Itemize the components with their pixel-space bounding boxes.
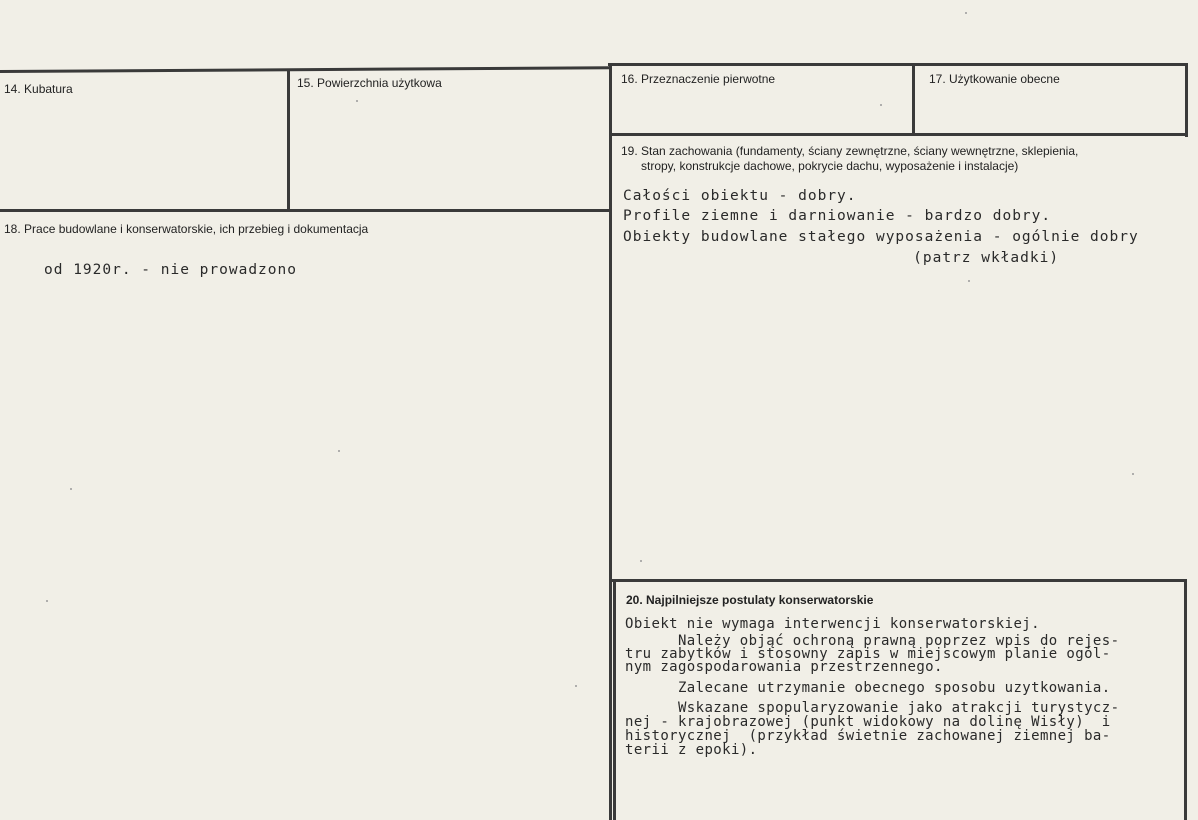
- field-19-line: Profile ziemne i darniowanie - bardzo dobry.: [623, 208, 1052, 224]
- right-edge-upper: [1185, 63, 1188, 137]
- paper-speck: [338, 450, 340, 452]
- field-18-text: od 1920r. - nie prowadzono: [44, 262, 297, 278]
- field-20-line: tru zabytków i stosowny zapis w miejscowym planie ogól-: [625, 646, 1111, 662]
- field-20-line: Obiekt nie wymaga interwencji konserwatorskiej.: [625, 616, 1040, 632]
- rule-above-20: [612, 579, 1185, 582]
- rule-under-16-17: [610, 133, 1188, 136]
- field-20-line: nej - krajobrazowej (punkt widokowy na dolinę Wisły) i: [625, 714, 1111, 730]
- divider-20-left: [613, 579, 616, 820]
- field-17-label: 17. Użytkowanie obecne: [929, 72, 1060, 86]
- paper-speck: [575, 685, 577, 687]
- field-19-label-line2: stropy, konstrukcje dachowe, pokrycie dachu, wyposażenie i instalacje): [641, 159, 1019, 173]
- right-edge-lower: [1184, 579, 1187, 820]
- field-19-line: Całości obiektu - dobry.: [623, 188, 857, 204]
- field-20-line: nym zagospodarowania przestrzennego.: [625, 659, 943, 675]
- field-20-line: Wskazane spopularyzowanie jako atrakcji turystycz-: [625, 700, 1120, 716]
- field-19-line: Obiekty budowlane stałego wyposażenia - ogólnie dobry: [623, 229, 1139, 245]
- field-20-line: terii z epoki).: [625, 742, 758, 758]
- field-16-label: 16. Przeznaczenie pierwotne: [621, 72, 776, 86]
- field-20-line: Należy objąć ochroną prawną poprzez wpis do rejes-: [625, 633, 1120, 649]
- paper-speck: [640, 560, 642, 562]
- field-14-label: 14. Kubatura: [4, 82, 73, 96]
- field-18-label: 18. Prace budowlane i konserwatorskie, ich przebieg i dokumentacja: [4, 222, 369, 236]
- field-15-label: 15. Powierzchnia użytkowa: [297, 76, 442, 90]
- top-rule: [0, 66, 610, 73]
- field-19-label-line1: 19. Stan zachowania (fundamenty, ściany zewnętrzne, ściany wewnętrzne, sklepienia,: [621, 144, 1079, 158]
- field-20-line: historycznej (przykład świetnie zachowanej ziemnej ba-: [625, 728, 1111, 744]
- paper-speck: [1132, 473, 1134, 475]
- paper-speck: [968, 280, 970, 282]
- paper-speck: [880, 104, 882, 106]
- paper-speck: [965, 12, 967, 14]
- divider-14-15: [287, 70, 290, 212]
- paper-speck: [46, 600, 48, 602]
- paper-speck: [70, 488, 72, 490]
- field-20-line: Zalecane utrzymanie obecnego sposobu uzytkowania.: [625, 680, 1111, 696]
- divider-16-17: [912, 63, 915, 135]
- rule-under-14-15: [0, 209, 612, 212]
- top-rule-right: [608, 63, 1188, 66]
- field-20-label: 20. Najpilniejsze postulaty konserwatorskie: [626, 593, 874, 607]
- paper-speck: [356, 100, 358, 102]
- main-vertical-divider: [609, 63, 612, 820]
- field-19-line: (patrz wkładki): [738, 250, 1060, 266]
